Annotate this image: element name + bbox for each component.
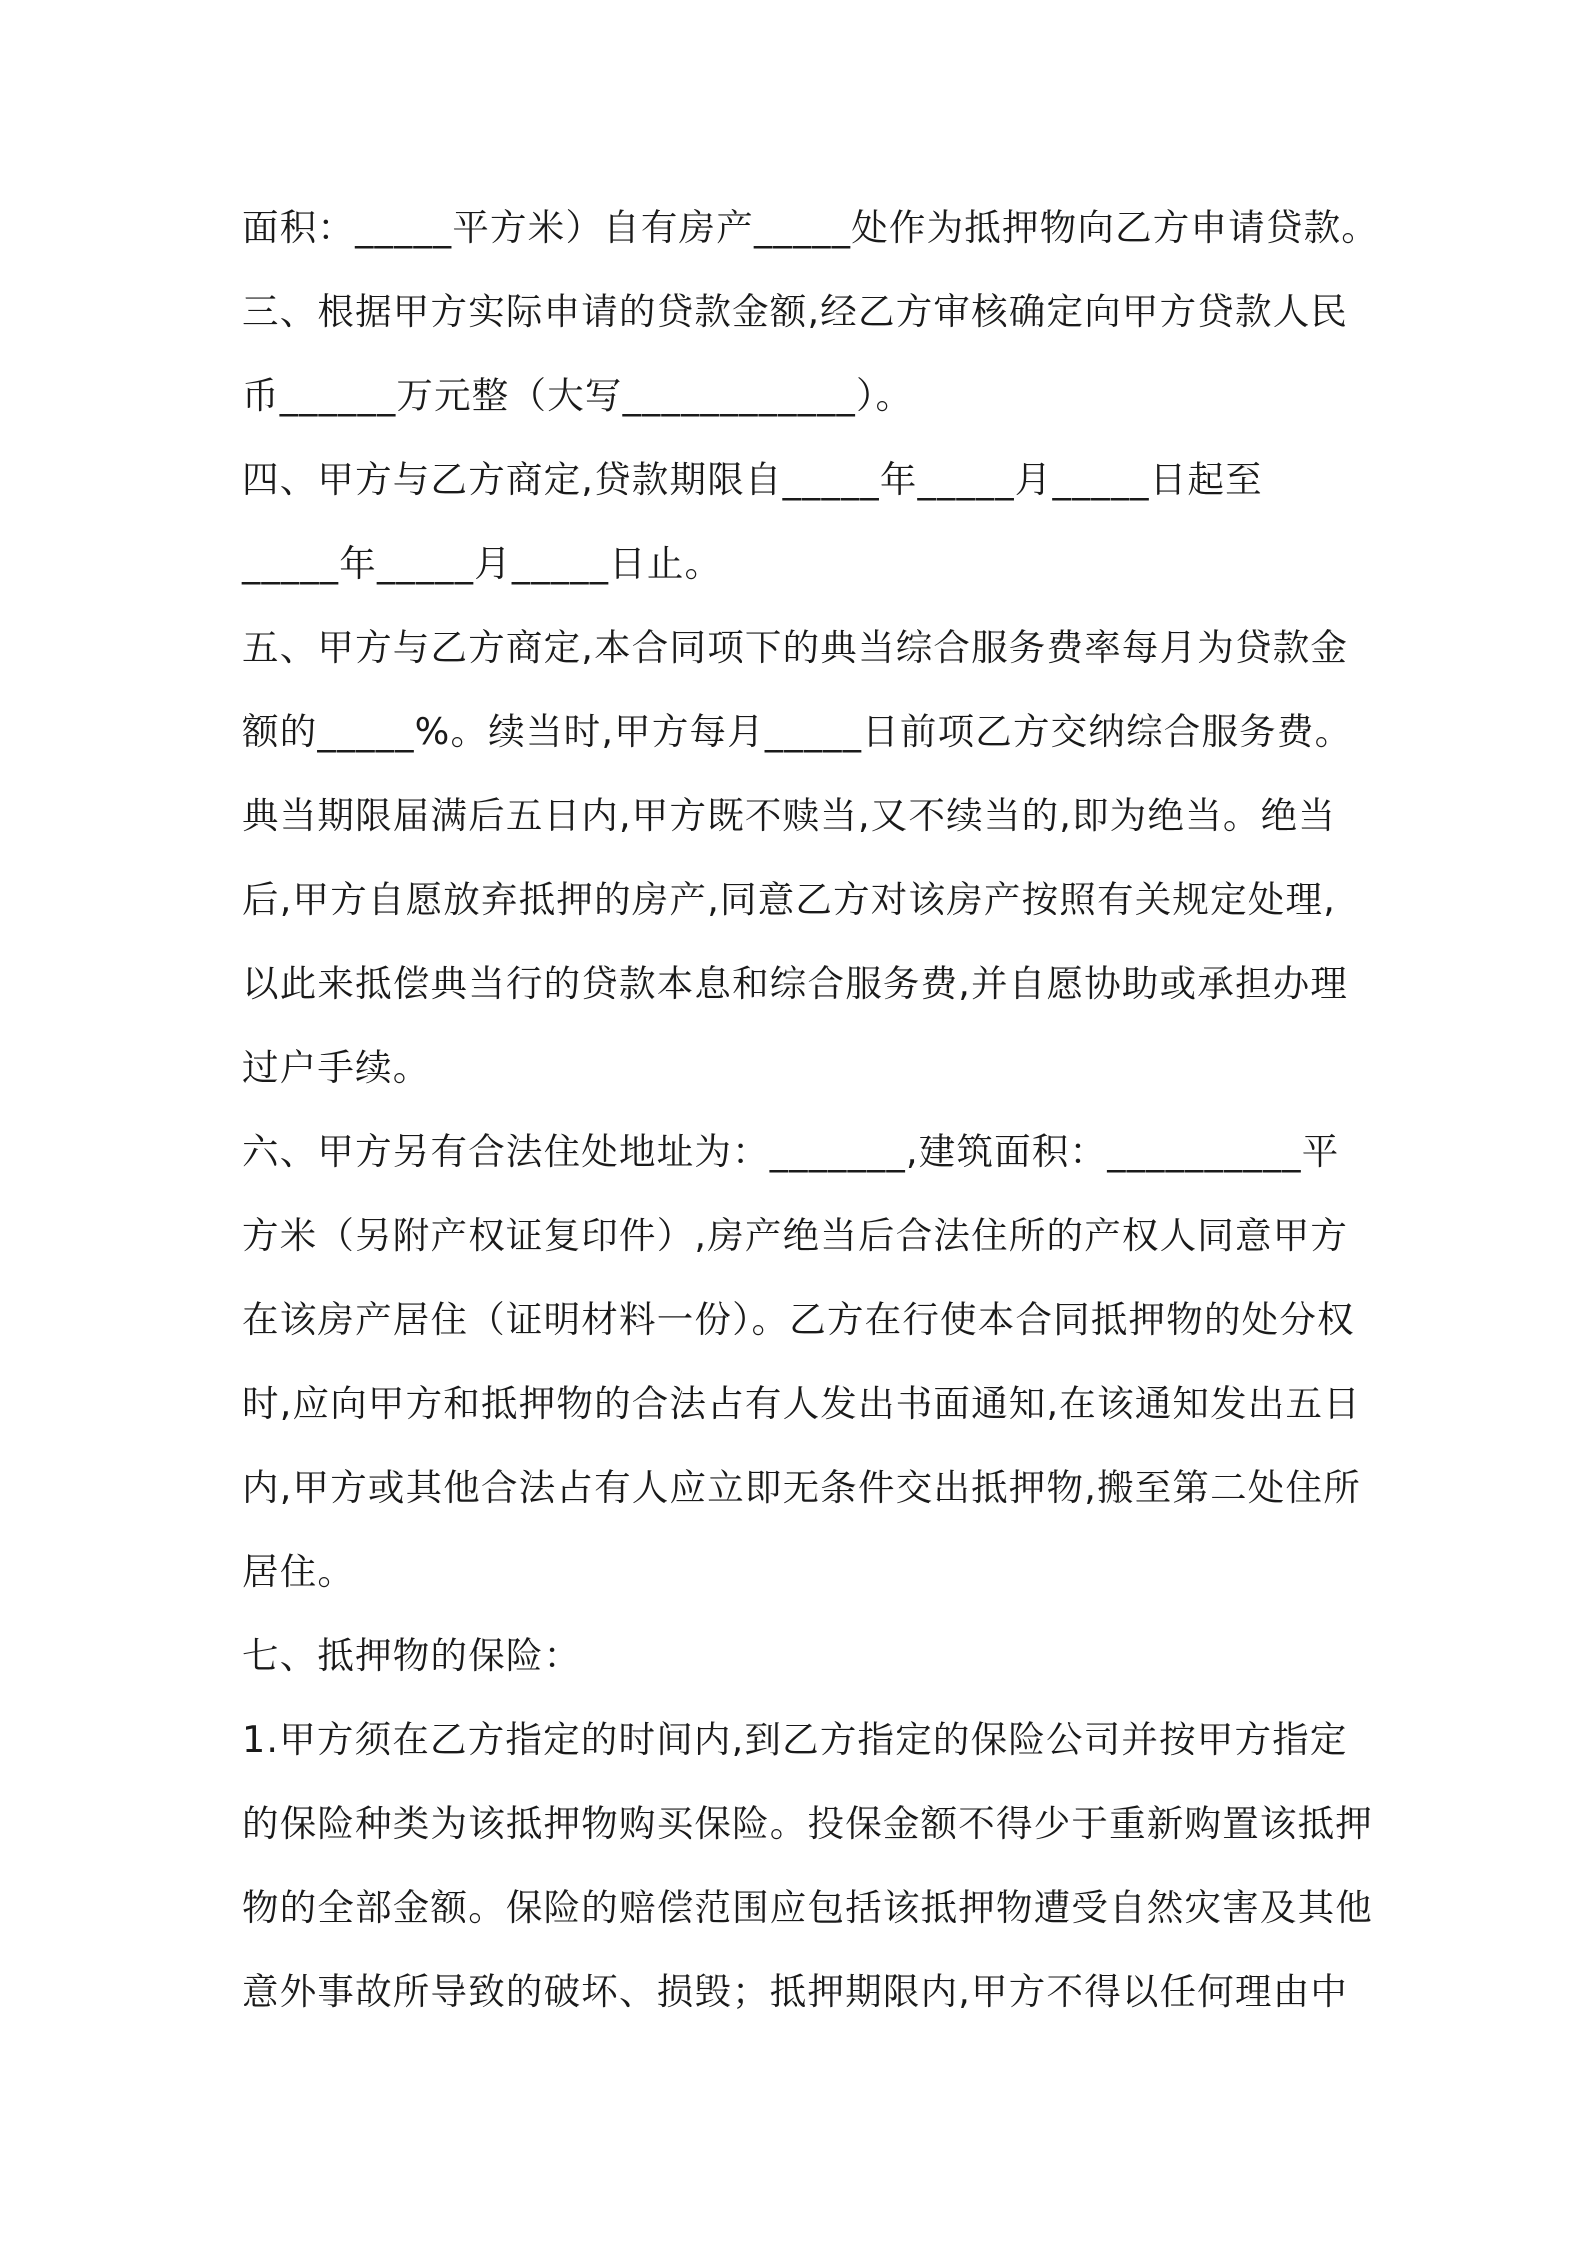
text-line: 内,甲方或其他合法占有人应立即无条件交出抵押物,搬至第二处住所	[242, 1466, 1361, 1509]
text-line: 额的_____%。续当时,甲方每月_____日前项乙方交纳综合服务费。	[242, 710, 1353, 753]
text-line: 币______万元整（大写____________）。	[242, 374, 914, 417]
text-line: 典当期限届满后五日内,甲方既不赎当,又不续当的,即为绝当。绝当	[242, 794, 1337, 837]
text-line: 方米（另附产权证复印件）,房产绝当后合法住所的产权人同意甲方	[242, 1214, 1349, 1257]
text-line: 的保险种类为该抵押物购买保险。投保金额不得少于重新购置该抵押	[242, 1802, 1373, 1845]
text-line: 七、抵押物的保险：	[242, 1634, 582, 1677]
text-line: 物的全部金额。保险的赔偿范围应包括该抵押物遭受自然灾害及其他	[242, 1886, 1373, 1929]
text-line: _____年_____月_____日止。	[242, 542, 723, 585]
text-line: 以此来抵偿典当行的贷款本息和综合服务费,并自愿协助或承担办理	[242, 962, 1349, 1005]
text-line: 四、甲方与乙方商定,贷款期限自_____年_____月_____日起至	[242, 458, 1263, 501]
text-line: 面积：_____平方米）自有房产_____处作为抵押物向乙方申请贷款。	[242, 206, 1379, 249]
text-line: 时,应向甲方和抵押物的合法占有人发出书面通知,在该通知发出五日	[242, 1382, 1361, 1425]
text-line: 五、甲方与乙方商定,本合同项下的典当综合服务费率每月为贷款金	[242, 626, 1349, 669]
text-line: 三、根据甲方实际申请的贷款金额,经乙方审核确定向甲方贷款人民	[242, 290, 1349, 333]
text-line: 居住。	[242, 1550, 356, 1593]
text-line: 六、甲方另有合法住处地址为：_______,建筑面积：__________平	[242, 1130, 1340, 1173]
text-line: 意外事故所导致的破坏、损毁；抵押期限内,甲方不得以任何理由中	[242, 1970, 1349, 2013]
text-line: 在该房产居住（证明材料一份）。乙方在行使本合同抵押物的处分权	[242, 1298, 1355, 1341]
text-line: 后,甲方自愿放弃抵押的房产,同意乙方对该房产按照有关规定处理,	[242, 878, 1337, 921]
text-line: 过户手续。	[242, 1046, 431, 1089]
text-line: 1.甲方须在乙方指定的时间内,到乙方指定的保险公司并按甲方指定	[242, 1718, 1348, 1761]
